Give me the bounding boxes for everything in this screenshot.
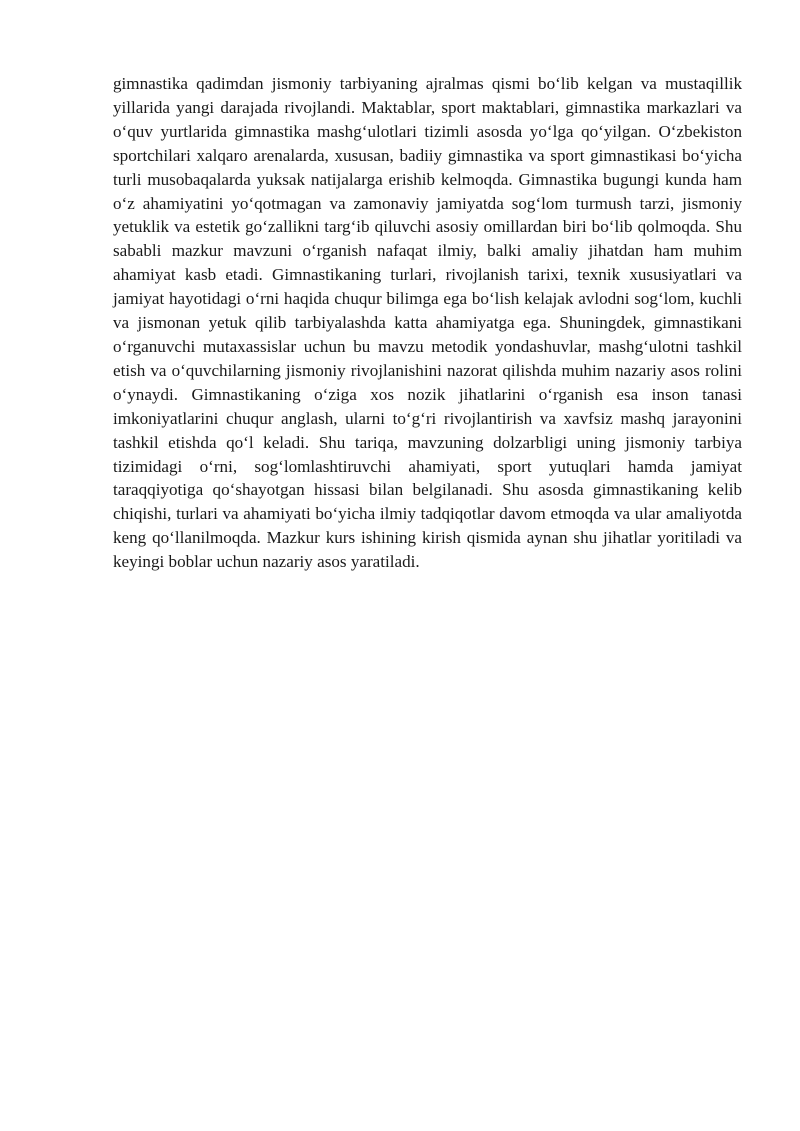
body-paragraph: gimnastika qadimdan jismoniy tarbiyaning ajralmas qismi bo‘lib kelgan va mustaqillik yillarida yangi darajada rivojlandi. Maktablar, sport maktablari, gimnastika markazlari va o‘quv yurtlarida gimnastika mashg‘ulotlari tizimli asosda yo‘lga qo‘yilgan. O‘zbekiston sportchilari xalqaro arenalarda, xususan, badiiy gimnastika va sport gimnastikasi bo‘yicha turli musobaqalarda yuksak natijalarga erishib kelmoqda. Gimnastika bugungi kunda ham o‘z ahamiyatini yo‘qotmagan va zamonaviy jamiyatda sog‘lom turmush tarzi, jismoniy yetuklik va estetik go‘zallikni targ‘ib qiluvchi asosiy omillardan biri bo‘lib qolmoqda. Shu sababli mazkur mavzuni o‘rganish nafaqat ilmiy, balki amaliy jihatdan ham muhim ahamiyat kasb etadi. Gimnastikaning turlari, rivojlanish tarixi, texnik xususiyatlari va jamiyat hayotidagi o‘rni haqida chuqur bilimga ega bo‘lish kelajak avlodni sog‘lom, kuchli va jismonan yetuk qilib tarbiyalashda katta ahamiyatga ega. Shuningdek, gimnastikani o‘rganuvchi mutaxassislar uchun bu mavzu metodik yondashuvlar, mashg‘ulotni tashkil etish va o‘quvchilarning jismoniy rivojlanishini nazorat qilishda muhim nazariy asos rolini o‘ynaydi. Gimnastikaning o‘ziga xos nozik jihatlarini o‘rganish esa inson tanasi imkoniyatlarini chuqur anglash, ularni to‘g‘ri rivojlantirish va xavfsiz mashq jarayonini tashkil etishda qo‘l keladi. Shu tariqa, mavzuning dolzarbligi uning jismoniy tarbiya tizimidagi o‘rni, sog‘lomlashtiruvchi ahamiyati, sport yutuqlari hamda jamiyat taraqqiyotiga qo‘shayotgan hissasi bilan belgilanadi. Shu asosda gimnastikaning kelib chiqishi, turlari va ahamiyati bo‘yicha ilmiy tadqiqotlar davom etmoqda va ular amaliyotda keng qo‘llanilmoqda. Mazkur kurs ishining kirish qismida aynan shu jihatlar yoritiladi va keyingi boblar uchun nazariy asos yaratiladi.	[113, 74, 742, 572]
